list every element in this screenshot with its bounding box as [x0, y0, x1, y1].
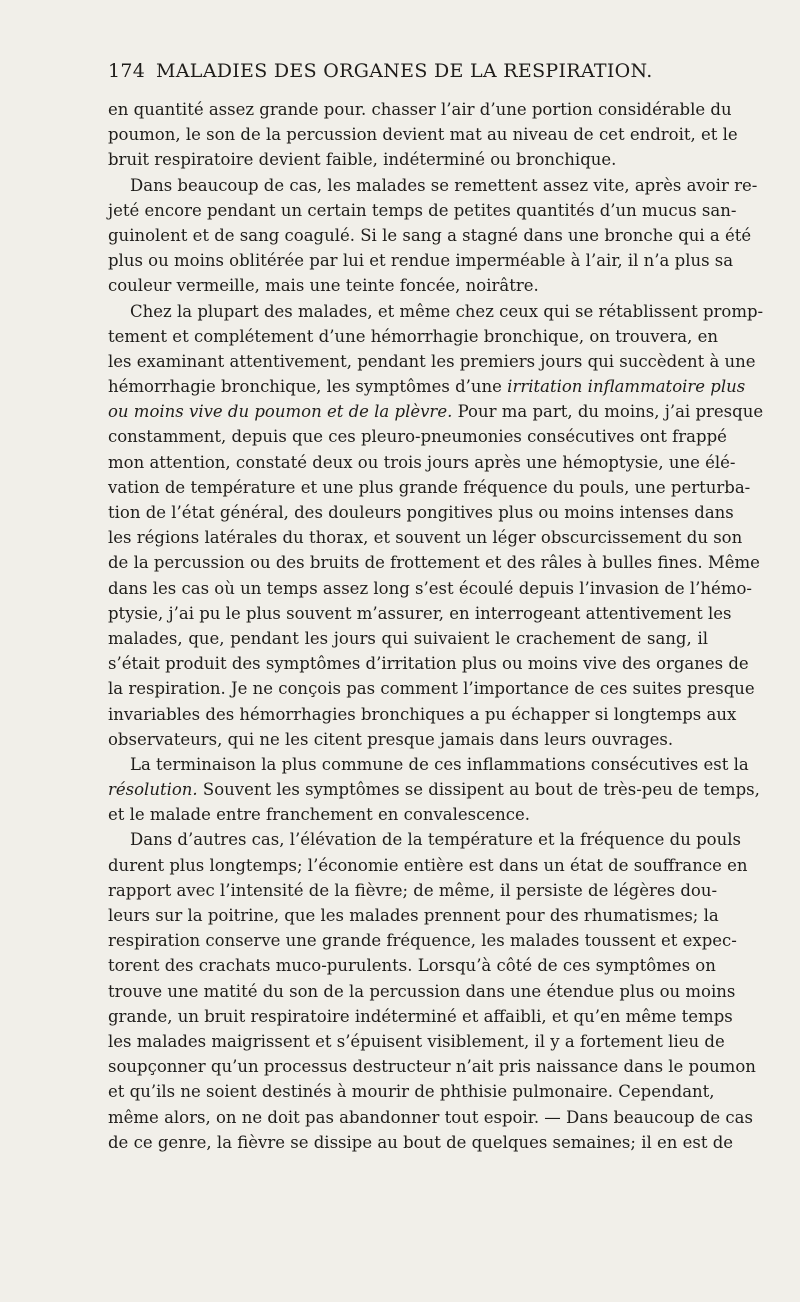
text-line — [108, 273, 708, 298]
line-text: Chez la plupart des malades, et même chez ceux qui se rétablissent promp- — [130, 301, 764, 321]
line-text: malades, que, pendant les jours qui suivaient le crachement de sang, il — [108, 628, 708, 648]
text-line — [108, 475, 751, 500]
line-text: de la percussion ou des bruits de frottement et des râles à bulles fines. Même — [108, 553, 760, 573]
line-text: Dans beaucoup de cas, les malades se remettent assez vite, après avoir re- — [130, 175, 758, 195]
text-line — [108, 878, 718, 903]
text-line — [108, 702, 737, 727]
line-text: ptysie, j’ai pu le plus souvent m’assurer, en interrogeant attentivement les — [108, 603, 732, 623]
text-line — [108, 802, 708, 827]
line-text: soupçonner qu’un processus destructeur n’ait pris naissance dans le poumon — [108, 1057, 756, 1077]
text-line — [108, 777, 760, 802]
text-line — [108, 550, 760, 575]
text-line — [108, 173, 758, 198]
line-text: durent plus longtemps; l’économie entière est dans un état de souffrance en — [108, 855, 748, 875]
text-line — [108, 953, 716, 978]
text-line — [108, 97, 732, 122]
line-text: les régions latérales du thorax, et souvent un léger obscurcissement du son — [108, 528, 743, 548]
line-text: dans les cas où un temps assez long s’est écoulé depuis l’invasion de l’hémo- — [108, 578, 752, 598]
text-line — [108, 500, 734, 525]
text-line — [108, 147, 708, 172]
text-line — [108, 928, 737, 953]
line-text: constamment, depuis que ces pleuro-pneumonies consécutives ont frappé — [108, 427, 727, 447]
line-text: tion de l’état général, des douleurs pongitives plus ou moins intenses dans — [108, 503, 734, 522]
text-line — [108, 324, 718, 349]
text-line — [108, 450, 736, 475]
running-title: MALADIES DES ORGANES DE LA RESPIRATION. — [156, 60, 653, 82]
line-text: mon attention, constaté deux ou trois jours après une hémoptysie, une élé- — [108, 452, 736, 472]
italic-text: résolution. — [108, 780, 198, 800]
text-line — [108, 198, 737, 223]
text-line — [108, 349, 756, 374]
text-line — [108, 1105, 753, 1130]
line-text-continued: Souvent les symptômes se dissipent au bout de très-peu de temps, — [197, 780, 760, 800]
line-text: guinolent et de sang coagulé. Si le sang a stagné dans une bronche qui a été — [108, 225, 752, 245]
text-line — [108, 1079, 715, 1104]
text-line — [108, 248, 734, 273]
line-text: s’était produit des symptômes d’irritation plus ou moins vive des organes de — [108, 654, 749, 674]
text-line — [108, 827, 741, 852]
line-text: poumon, le son de la percussion devient mat au niveau de cet endroit, et le — [108, 125, 738, 145]
line-text: les malades maigrissent et s’épuisent visiblement, il y a fortement lieu de — [108, 1031, 725, 1051]
line-text: trouve une matité du son de la percussion dans une étendue plus ou moins — [108, 981, 736, 1001]
text-line — [108, 903, 719, 928]
text-line — [108, 651, 749, 676]
line-text: la respiration. Je ne conçois pas comment l’importance de ces suites presque — [108, 679, 755, 699]
line-text: leurs sur la poitrine, que les malades prennent pour des rhumatismes; la — [108, 906, 719, 925]
text-line — [108, 399, 764, 424]
text-line — [108, 374, 746, 399]
line-text: torent des crachats muco-purulents. Lorsqu’à côté de ces symptômes on — [108, 956, 716, 976]
text-line — [108, 853, 748, 878]
line-text: observateurs, qui ne les citent presque jamais dans leurs ouvrages. — [108, 729, 674, 749]
line-text: plus ou moins oblitérée par lui et rendue imperméable à l’air, il n’a plus sa — [108, 251, 734, 271]
text-line — [108, 122, 738, 147]
line-text: bruit respiratoire devient faible, indéterminé ou bronchique. — [108, 150, 617, 170]
line-text: Dans d’autres cas, l’élévation de la température et la fréquence du pouls — [130, 830, 741, 850]
text-line — [108, 601, 732, 626]
line-text: de ce genre, la fièvre se dissipe au bout de quelques semaines; il en est de — [108, 1132, 734, 1152]
text-line — [108, 1004, 733, 1029]
text-line — [108, 424, 727, 449]
page-header — [108, 60, 708, 86]
line-text: et qu’ils ne soient destinés à mourir de phthisie pulmonaire. Cependant, — [108, 1082, 715, 1102]
line-text: couleur vermeille, mais une teinte foncée, noirâtre. — [108, 276, 539, 296]
line-text: tement et complétement d’une hémorrhagie bronchique, on trouvera, en — [108, 326, 718, 346]
line-text: les examinant attentivement, pendant les premiers jours qui succèdent à une — [108, 351, 756, 371]
line-text: grande, un bruit respiratoire indéterminé et affaibli, et qu’en même temps — [108, 1006, 733, 1026]
text-line — [108, 752, 749, 777]
text-line — [108, 299, 764, 324]
text-line — [108, 979, 736, 1004]
text-line — [108, 676, 755, 701]
text-line — [108, 576, 752, 601]
text-line — [108, 1029, 725, 1054]
line-text: La terminaison la plus commune de ces inflammations consécutives est la — [130, 754, 749, 774]
italic-text: irritation inflammatoire plus — [507, 377, 746, 397]
text-line — [108, 1130, 734, 1155]
line-text: jeté encore pendant un certain temps de petites quantités d’un mucus san- — [108, 200, 737, 220]
line-text: et le malade entre franchement en convalescence. — [108, 805, 531, 825]
line-text: en quantité assez grande pour. chasser l’air d’une portion considérable du — [108, 100, 732, 119]
page-number: 174 — [108, 60, 146, 82]
line-text: rapport avec l’intensité de la fièvre; de même, il persiste de légères dou- — [108, 880, 718, 900]
line-text: respiration conserve une grande fréquence, les malades toussent et expec- — [108, 931, 737, 951]
italic-text: ou moins vive du poumon et de la plèvre. — [108, 402, 453, 422]
text-line — [108, 525, 743, 550]
line-text: hémorrhagie bronchique, les symptômes d’une — [108, 377, 508, 397]
line-text: vation de température et une plus grande fréquence du pouls, une perturba- — [108, 477, 751, 497]
line-text: invariables des hémorrhagies bronchiques a pu échapper si longtemps aux — [108, 704, 737, 724]
line-text-continued: Pour ma part, du moins, j’ai presque — [452, 402, 764, 422]
text-line — [108, 727, 708, 752]
text-line — [108, 1054, 756, 1079]
body-text — [108, 97, 764, 1155]
line-text: même alors, on ne doit pas abandonner tout espoir. — Dans beaucoup de cas — [108, 1107, 753, 1127]
text-line — [108, 626, 708, 651]
text-line — [108, 223, 752, 248]
